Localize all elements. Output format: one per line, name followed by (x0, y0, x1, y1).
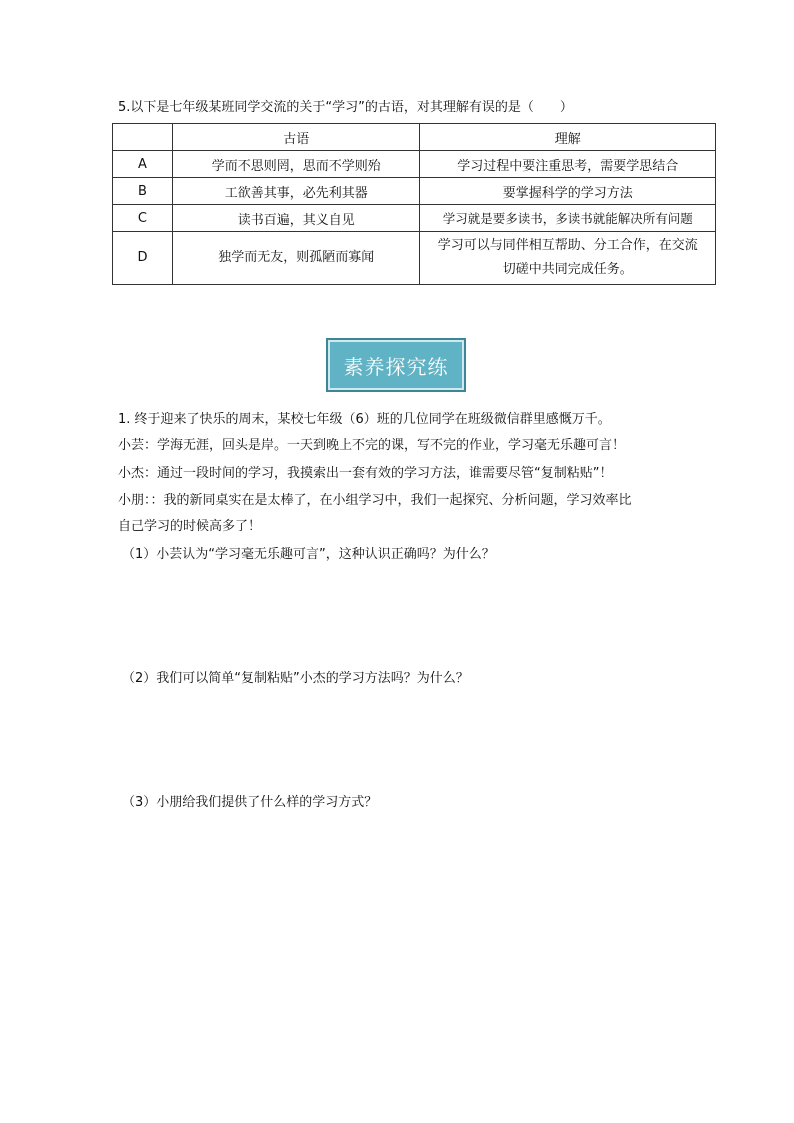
option-label: D (113, 232, 173, 285)
table-header-row (113, 124, 716, 151)
understanding-line-2: 切磋中共同完成任务。 (502, 262, 633, 277)
table-row (113, 232, 716, 285)
sub-question-1: （1）小芸认为“学习毫无乐趣可言”，这种认识正确吗？为什么？ (122, 547, 495, 562)
header-option (113, 124, 173, 151)
quote-cell: 独学而无友，则孤陋而寡闻 (172, 232, 420, 285)
option-label: B (113, 178, 173, 205)
understanding-cell: 学习过程中要注重思考，需要学思结合 (420, 151, 716, 178)
dialogue-line-xiaopeng: 小朋：：我的新同桌实在是太棒了，在小组学习中，我们一起探究、分析问题，学习效率比 (118, 493, 632, 508)
quote-cell: 学而不思则罔，思而不学则殆 (172, 151, 420, 178)
quote-table (112, 123, 716, 285)
option-label: C (113, 205, 173, 232)
question-1-intro: 1. 终于迎来了快乐的周末，某校七年级（6）班的几位同学在班级微信群里感慨万千。 (118, 412, 611, 427)
dialogue-line-xiaojie: 小杰：通过一段时间的学习，我摸索出一套有效的学习方法，谁需要尽管“复制粘贴”！ (118, 466, 613, 481)
header-understanding: 理解 (420, 124, 716, 151)
dialogue-line-xiaoyun: 小芸：学海无涯，回头是岸。一天到晚上不完的课，写不完的作业，学习毫无乐趣可言！ (118, 438, 626, 453)
sub-question-3: （3）小朋给我们提供了什么样的学习方式？ (122, 795, 378, 810)
understanding-cell: 要掌握科学的学习方法 (420, 178, 716, 205)
table-row (113, 151, 716, 178)
understanding-line-1: 学习可以与同伴相互帮助、分工合作，在交流 (437, 238, 698, 253)
quote-cell: 读书百遍，其义自见 (172, 205, 420, 232)
table-row (113, 178, 716, 205)
quote-cell: 工欲善其事，必先利其器 (172, 178, 420, 205)
table-row (113, 205, 716, 232)
option-label: A (113, 151, 173, 178)
section-banner (326, 338, 466, 392)
section-banner-title: 素养探究练 (343, 354, 449, 379)
question-5-stem: 5.以下是七年级某班同学交流的关于“学习”的古语，对其理解有误的是（ ） (118, 100, 573, 115)
dialogue-line-xiaopeng-continued: 自己学习的时候高多了！ (118, 519, 262, 534)
understanding-cell (420, 232, 716, 285)
header-quote: 古语 (172, 124, 420, 151)
understanding-cell: 学习就是要多读书，多读书就能解决所有问题 (420, 205, 716, 232)
sub-question-2: （2）我们可以简单“复制粘贴”小杰的学习方法吗？为什么？ (122, 671, 469, 686)
